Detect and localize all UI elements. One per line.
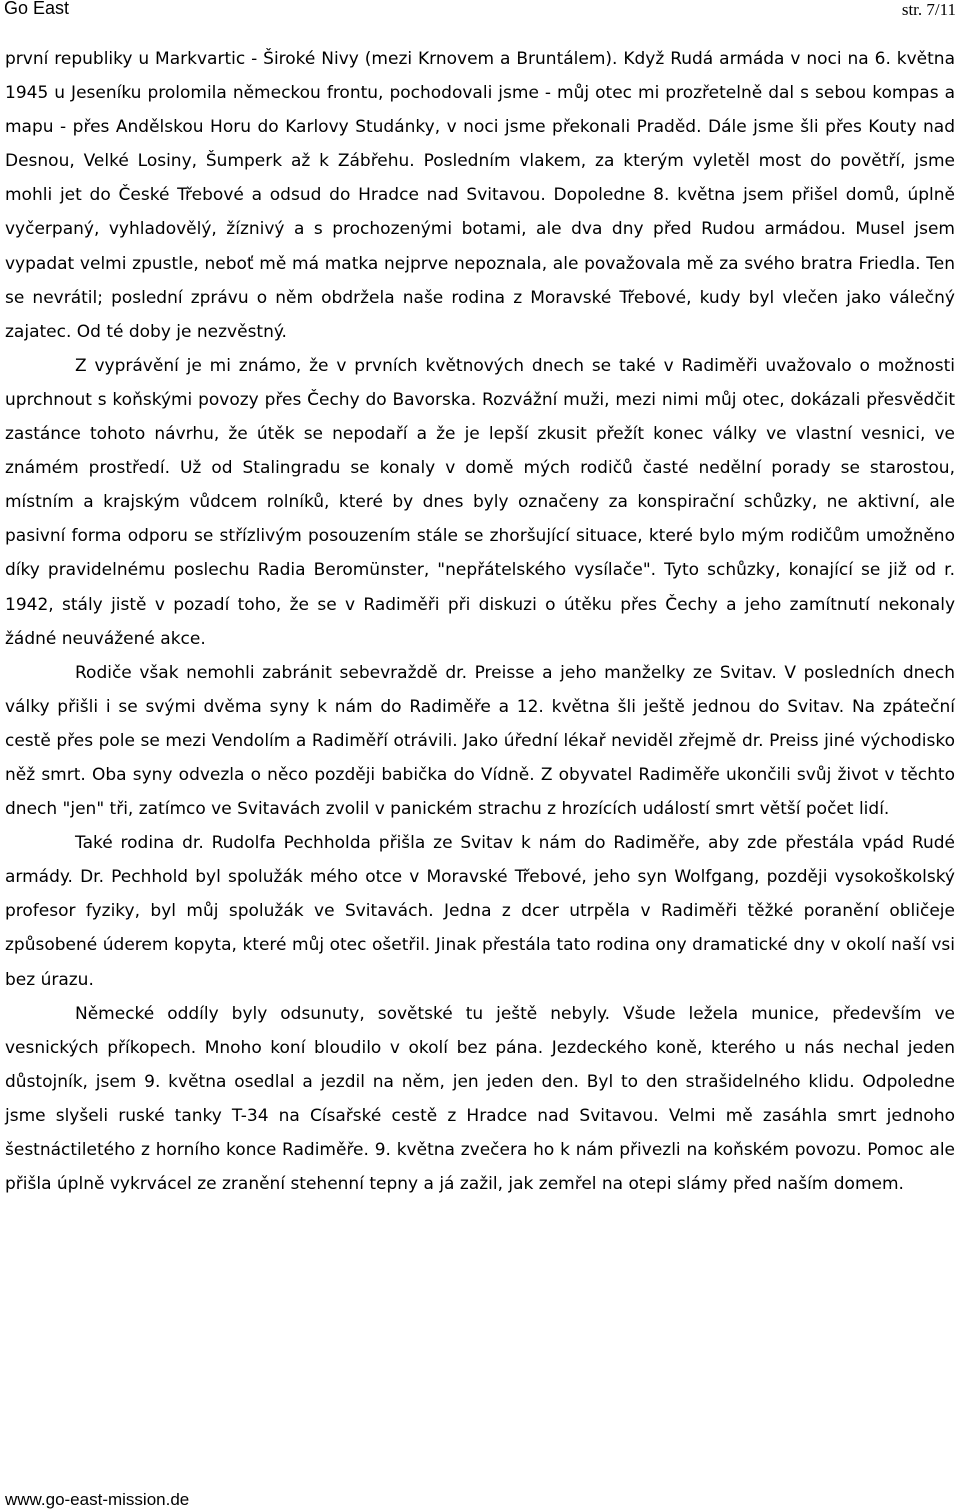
- paragraph: Rodiče však nemohli zabránit sebevraždě dr. Preisse a jeho manželky ze Svitav. V posledních dnech války přišli i se svými dvěma syny k nám do Radiměře a 12. května šli ještě jednou do Svitav. Na zpáteční cestě přes pole se mezi Vendolím a Radiměří otrávili. Jako úřední lékař neviděl zřejmě dr. Preiss jiné východisko něž smrt. Oba syny odvezla o něco později babička do Vídně. Z obyvatel Radiměře ukončili svůj život v těchto dnech "jen" tři, zatímco ve Svitavách zvolil v panickém strachu z hrozících událostí smrt větší počet lidí.: [5, 662, 955, 820]
- paragraph: Německé oddíly byly odsunuty, sovětské tu ještě nebyly. Všude ležela munice, především ve vesnických příkopech. Mnoho koní bloudilo v okolí bez pána. Jezdeckého koně, kterého u nás nechal jeden důstojník, jsem 9. května osedlal a jezdil na něm, jen jeden den. Byl to den strašidelného klidu. Odpoledne jsme slyšeli ruské tanky T-34 na Císařské cestě z Hradce nad Svitavou. Velmi mě zasáhla smrt jednoho šestnáctiletého z horního konce Radiměře. 9. května zvečera ho k nám přivezli na koňském povozu. Pomoc ale přišla úplně vykrvácel ze zranění stehenní tepny a já zažil, jak zemřel na otepi slámy před naším domem.: [5, 1003, 955, 1195]
- page-header: [4, 0, 956, 24]
- page-number: str. 7/11: [901, 0, 956, 19]
- paragraph: Z vyprávění je mi známo, že v prvních květnových dnech se také v Radiměři uvažovalo o možnosti uprchnout s koňskými povozy přes Čechy do Bavorska. Rozvážní muži, mezi nimi můj otec, dokázali přesvědčit zastánce tohoto návrhu, že útěk se nepodaří a že je lepší zkusit přežít konec války ve vlastní vesnici, ve známém prostředí. Už od Stalingradu se konaly v domě mých rodičů časté nedělní porady se starostou, místním a krajským vůdcem rolníků, které by dnes byly označeny za konspirační schůzky, ne aktivní, ale pasivní forma odporu se střízlivým posouzením stále se zhoršující situace, které bylo mým rodičům umožněno díky pravidelnému poslechu Radia Beromünster, "nepřátelského vysílače". Tyto schůzky, konající se již od r. 1942, stály jistě v pozadí toho, že se v Radiměři při diskuzi o útěku přes Čechy a jeho zamítnutí nekonaly žádné neuvážené akce.: [5, 355, 955, 649]
- document-body: [5, 42, 955, 1201]
- paragraph: Také rodina dr. Rudolfa Pechholda přišla ze Svitav k nám do Radiměře, aby zde přestála vpád Rudé armády. Dr. Pechhold byl spolužák mého otce v Moravské Třebové, jeho syn Wolfgang, později vysokoškolský profesor fyziky, byl můj spolužák ve Svitavách. Jedna z dcer utrpěla v Radiměři těžké poranění obličeje způsobené úderem kopyta, které můj otec ošetřil. Jinak přestála tato rodina ony dramatické dny v okolí naší vsi bez úrazu.: [5, 833, 955, 990]
- paragraph: první republiky u Markvartic - Široké Nivy (mezi Krnovem a Bruntálem). Když Rudá armáda v noci na 6. května 1945 u Jeseníku prolomila německou frontu, pochodovali jsme - můj otec mi prozřetelně dal s sebou kompas a mapu - přes Andělskou Horu do Karlovy Studánky, v noci jsme překonali Praděd. Dále jsme šli přes Kouty nad Desnou, Velké Losiny, Šumperk až k Zábřehu. Posledním vlakem, za kterým vyletěl most do povětří, jsme mohli jet do České Třebové a odsud do Hradce nad Svitavou. Dopoledne 8. května jsem přišel domů, úplně vyčerpaný, vyhladovělý, žíznivý a s prochozenými botami, ale dva dny před Rudou armádou. Musel jsem vypadat velmi zpustle, neboť mě má matka nejprve nepoznala, ale považovala mě za svého bratra Friedla. Ten se nevrátil; poslední zprávu o něm obdržela naše rodina z Moravské Třebové, kudy byl vlečen jako válečný zajatec. Od té doby je nezvěstný.: [5, 49, 955, 342]
- footer-url: www.go-east-mission.de: [5, 1490, 190, 1509]
- site-title: Go East: [4, 0, 70, 18]
